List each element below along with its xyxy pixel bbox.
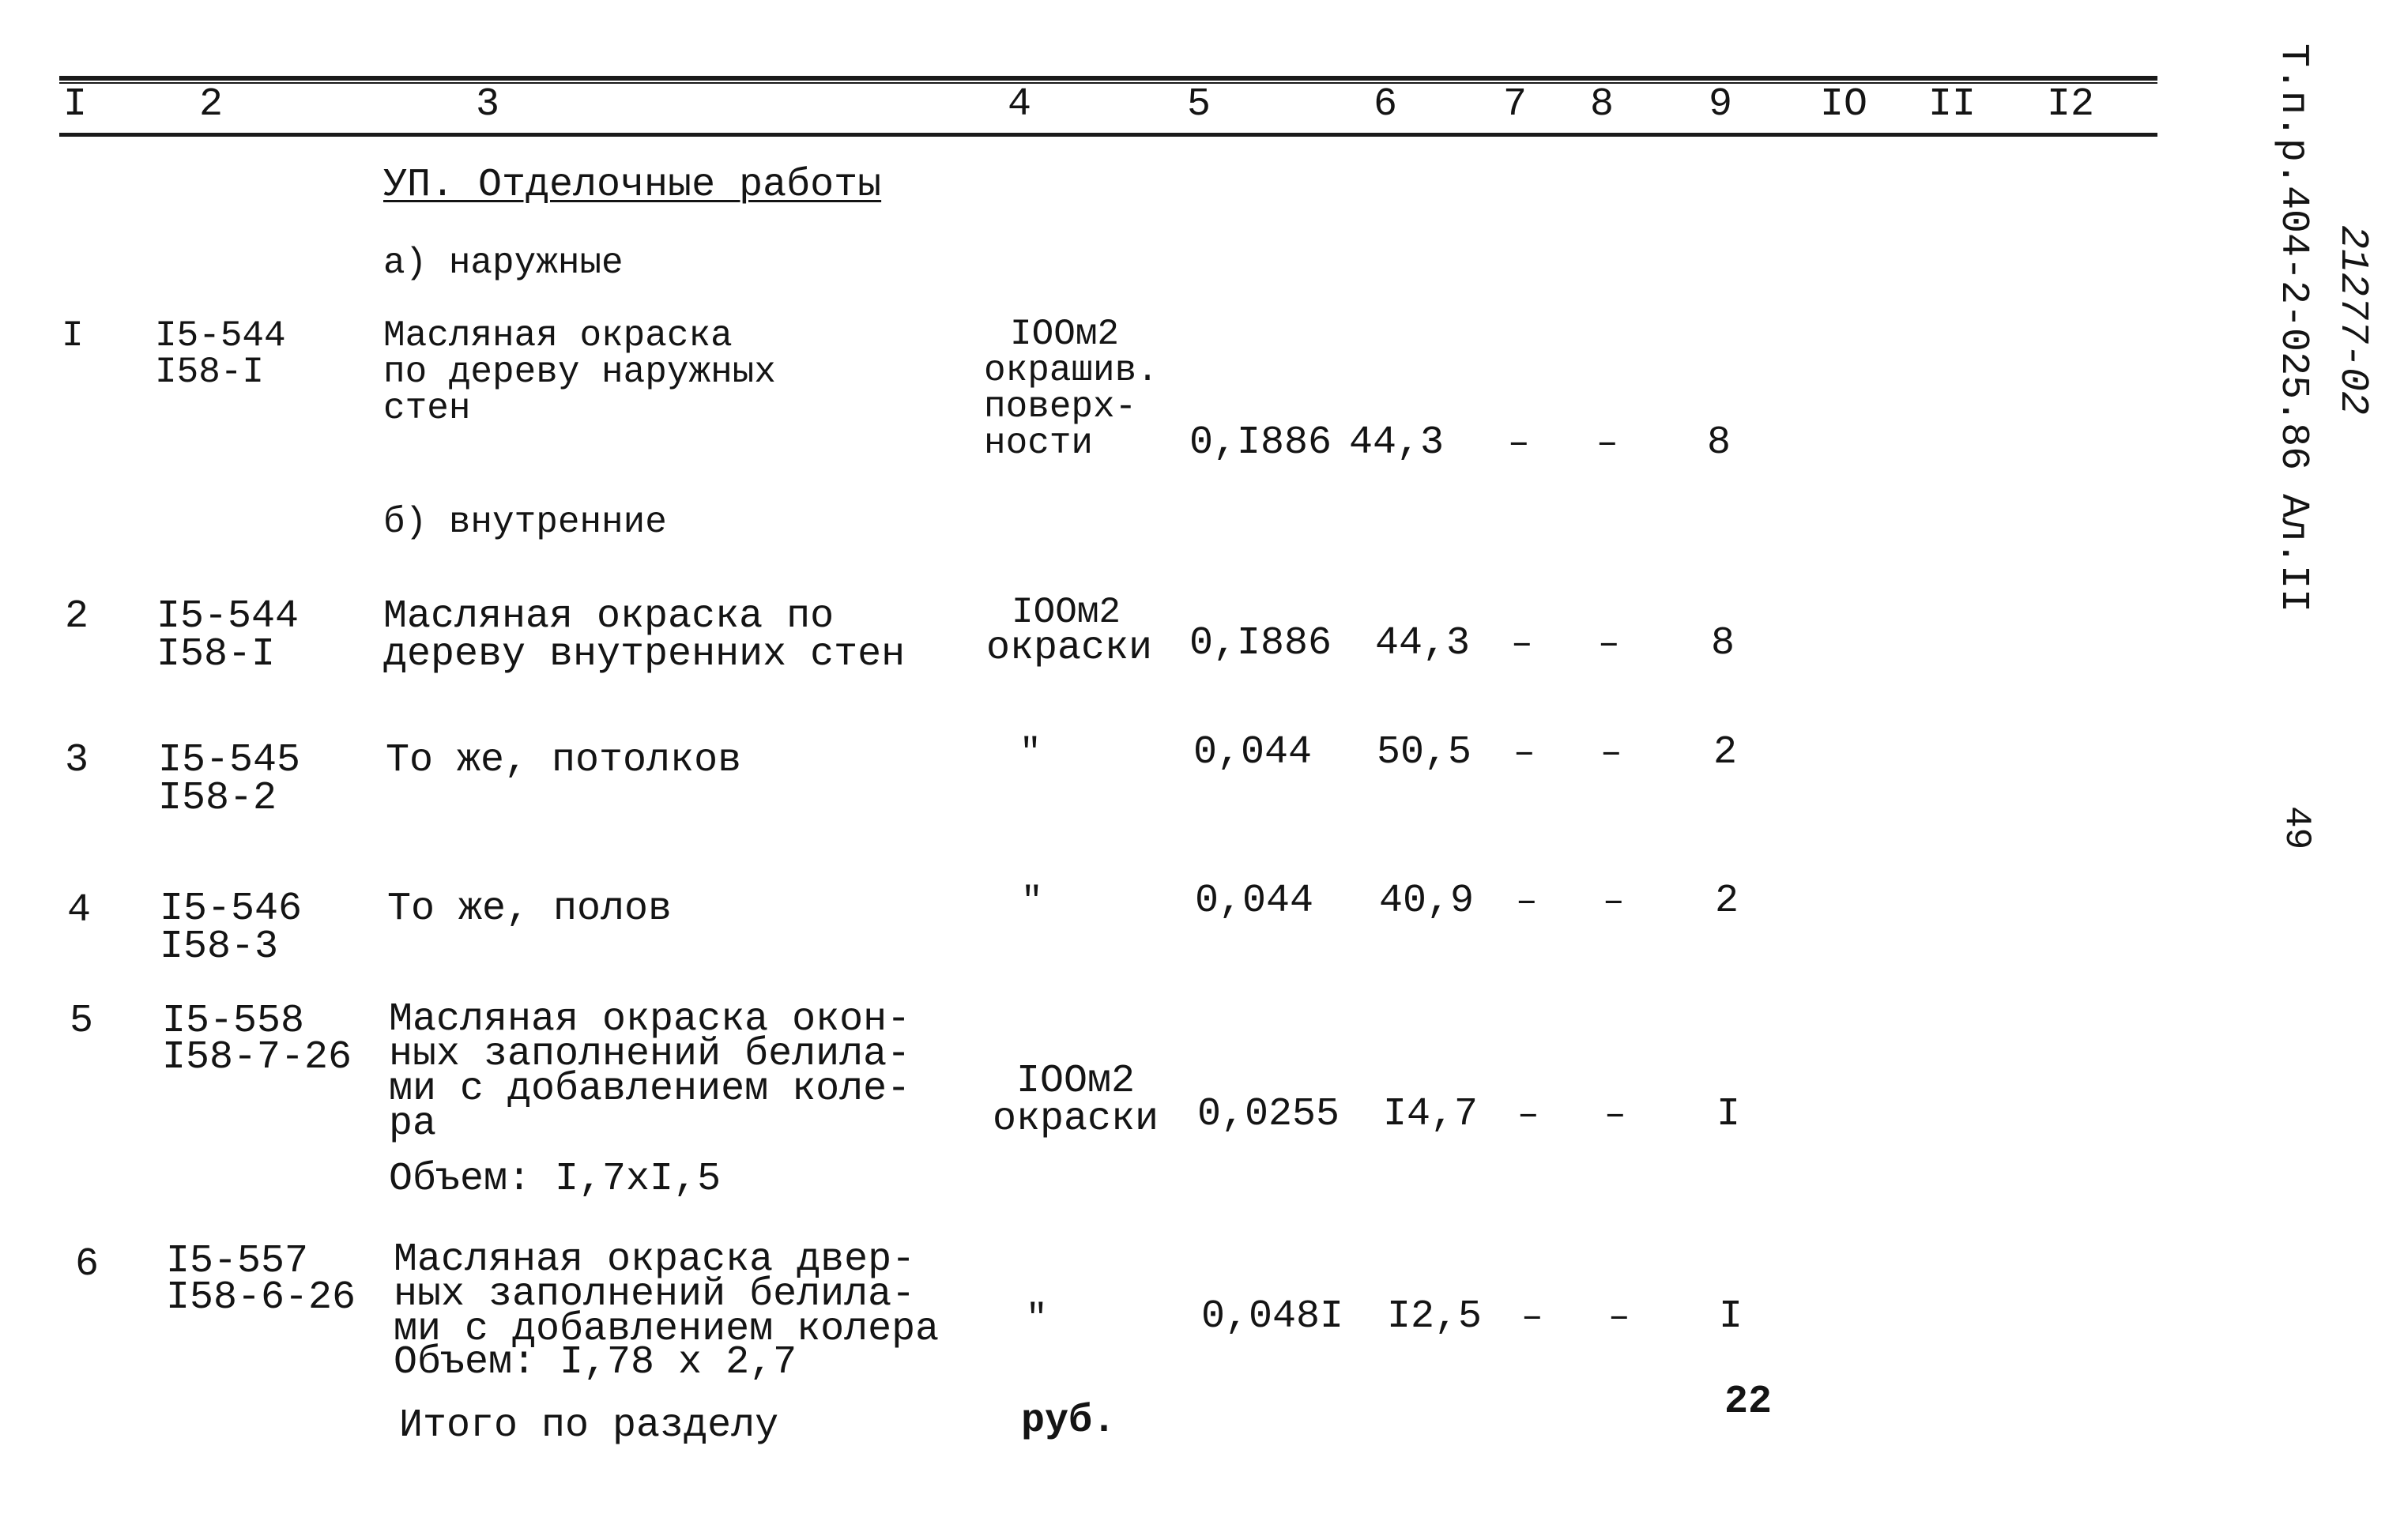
- column-header-7: 7: [1503, 82, 1528, 127]
- row-6-code-1: I5-557: [166, 1239, 309, 1284]
- row-6-desc-1: Масляная окраска двер-: [394, 1237, 916, 1282]
- row-5-code-1: I5-558: [162, 999, 305, 1044]
- row-4-col-7: –: [1516, 881, 1538, 922]
- row-1-code-2: I58-I: [155, 352, 265, 393]
- row-6-col-6: I2,5: [1387, 1294, 1483, 1339]
- row-2-col-8: –: [1598, 623, 1620, 665]
- column-header-3: 3: [476, 82, 500, 127]
- row-2-col-6: 44,3: [1375, 621, 1471, 666]
- document-number: 21277-02: [2330, 225, 2375, 416]
- row-3-col-7: –: [1513, 732, 1536, 774]
- row-3-col-5: 0,044: [1193, 730, 1313, 775]
- total-unit: руб.: [1021, 1399, 1117, 1444]
- row-5-volume: Объем: I,7хI,5: [389, 1157, 722, 1202]
- row-6-code-2: I58-6-26: [166, 1275, 356, 1320]
- row-2-desc-2: дереву внутренних стен: [383, 632, 906, 677]
- column-header-1: I: [63, 82, 88, 127]
- row-1-desc-3: стен: [383, 388, 471, 429]
- column-header-9: 9: [1709, 82, 1733, 127]
- row-6-volume: Объем: I,78 х 2,7: [394, 1340, 797, 1385]
- row-3-unit-1: ": [1019, 732, 1042, 774]
- row-6-desc-3: ми с добавлением колера: [394, 1307, 940, 1352]
- column-header-10: IO: [1820, 82, 1868, 127]
- row-5-col-8: –: [1604, 1094, 1626, 1135]
- row-1-col-7: –: [1508, 423, 1530, 464]
- row-4-code-2: I58-3: [160, 924, 279, 970]
- row-2-unit-1: IOOм2: [1012, 592, 1121, 633]
- row-5-col-5: 0,0255: [1197, 1092, 1340, 1137]
- row-1-unit-2: окрашив.: [984, 350, 1159, 391]
- column-header-6: 6: [1373, 82, 1398, 127]
- row-3-col-8: –: [1600, 732, 1622, 774]
- row-4-code-1: I5-546: [160, 887, 303, 932]
- row-1-code-1: I5-544: [155, 315, 286, 356]
- row-2-code-2: I58-I: [156, 632, 276, 677]
- row-1-col-6: 44,3: [1349, 420, 1445, 465]
- row-6-col-7: –: [1521, 1297, 1543, 1338]
- row-1-desc-1: Масляная окраска: [383, 315, 733, 356]
- row-1-unit-3: поверх-: [984, 386, 1137, 427]
- row-2-code-1: I5-544: [156, 594, 300, 639]
- row-4-col-5: 0,044: [1195, 879, 1314, 924]
- row-2-col-5: 0,I886: [1189, 621, 1332, 666]
- row-1-number: I: [62, 315, 84, 356]
- row-6-number: 6: [75, 1242, 100, 1287]
- row-4-col-8: –: [1603, 881, 1625, 922]
- subsection-interior: б) внутренние: [383, 502, 667, 543]
- row-2-number: 2: [65, 594, 89, 639]
- row-4-col-9: 2: [1715, 879, 1739, 924]
- row-5-col-6: I4,7: [1383, 1092, 1479, 1137]
- row-5-unit-1: IOOм2: [1016, 1059, 1136, 1104]
- row-5-unit-2: окраски: [993, 1097, 1159, 1142]
- row-5-col-9: I: [1716, 1092, 1741, 1137]
- row-6-col-8: –: [1608, 1297, 1630, 1338]
- row-6-col-9: I: [1719, 1294, 1743, 1339]
- row-4-number: 4: [67, 888, 92, 933]
- section-title: УП. Отделочные работы: [383, 163, 882, 208]
- column-header-4: 4: [1008, 82, 1032, 127]
- row-3-col-9: 2: [1713, 730, 1738, 775]
- header-top-rule: [59, 76, 2157, 81]
- total-value: 22: [1724, 1380, 1773, 1425]
- row-5-code-2: I58-7-26: [162, 1035, 352, 1080]
- row-5-desc-4: ра: [389, 1101, 437, 1147]
- row-3-code-2: I58-2: [158, 776, 277, 821]
- column-header-11: II: [1928, 82, 1976, 127]
- column-header-5: 5: [1187, 82, 1211, 127]
- page-number: 49: [2276, 806, 2317, 850]
- row-4-unit-1: ": [1021, 881, 1043, 922]
- row-1-desc-2: по дереву наружных: [383, 352, 776, 393]
- row-2-col-9: 8: [1711, 621, 1735, 666]
- row-2-col-7: –: [1511, 623, 1533, 665]
- row-6-unit-1: ": [1026, 1298, 1048, 1339]
- row-2-desc-1: Масляная окраска по: [383, 594, 835, 639]
- document-code: Т.п.р.404-2-025.86 Ал.II: [2270, 43, 2316, 613]
- row-4-col-6: 40,9: [1379, 879, 1475, 924]
- row-1-col-9: 8: [1707, 420, 1731, 465]
- row-3-number: 3: [65, 738, 89, 783]
- row-3-col-6: 50,5: [1377, 730, 1472, 775]
- row-3-desc-1: То же, потолков: [386, 738, 742, 783]
- row-5-desc-3: ми с добавлением коле-: [389, 1067, 911, 1112]
- header-bottom-rule: [59, 133, 2157, 137]
- row-6-desc-2: ных заполнений белила-: [394, 1272, 916, 1317]
- column-header-8: 8: [1590, 82, 1615, 127]
- row-1-unit-4: ности: [984, 423, 1094, 464]
- subsection-exterior: а) наружные: [383, 243, 624, 284]
- row-1-col-5: 0,I886: [1189, 420, 1332, 465]
- row-5-col-7: –: [1517, 1094, 1539, 1135]
- row-1-col-8: –: [1596, 423, 1618, 464]
- row-3-code-1: I5-545: [158, 738, 301, 783]
- column-header-12: I2: [2047, 82, 2095, 127]
- row-5-number: 5: [70, 999, 94, 1044]
- row-1-unit-1: IOOм2: [1010, 314, 1120, 355]
- row-2-unit-2: окраски: [986, 626, 1153, 671]
- total-label: Итого по разделу: [399, 1403, 779, 1448]
- row-6-col-5: 0,048I: [1201, 1294, 1344, 1339]
- row-5-desc-2: ных заполнений белила-: [389, 1032, 911, 1077]
- row-5-desc-1: Масляная окраска окон-: [389, 997, 911, 1042]
- column-header-2: 2: [199, 82, 224, 127]
- row-4-desc-1: То же, полов: [387, 887, 673, 932]
